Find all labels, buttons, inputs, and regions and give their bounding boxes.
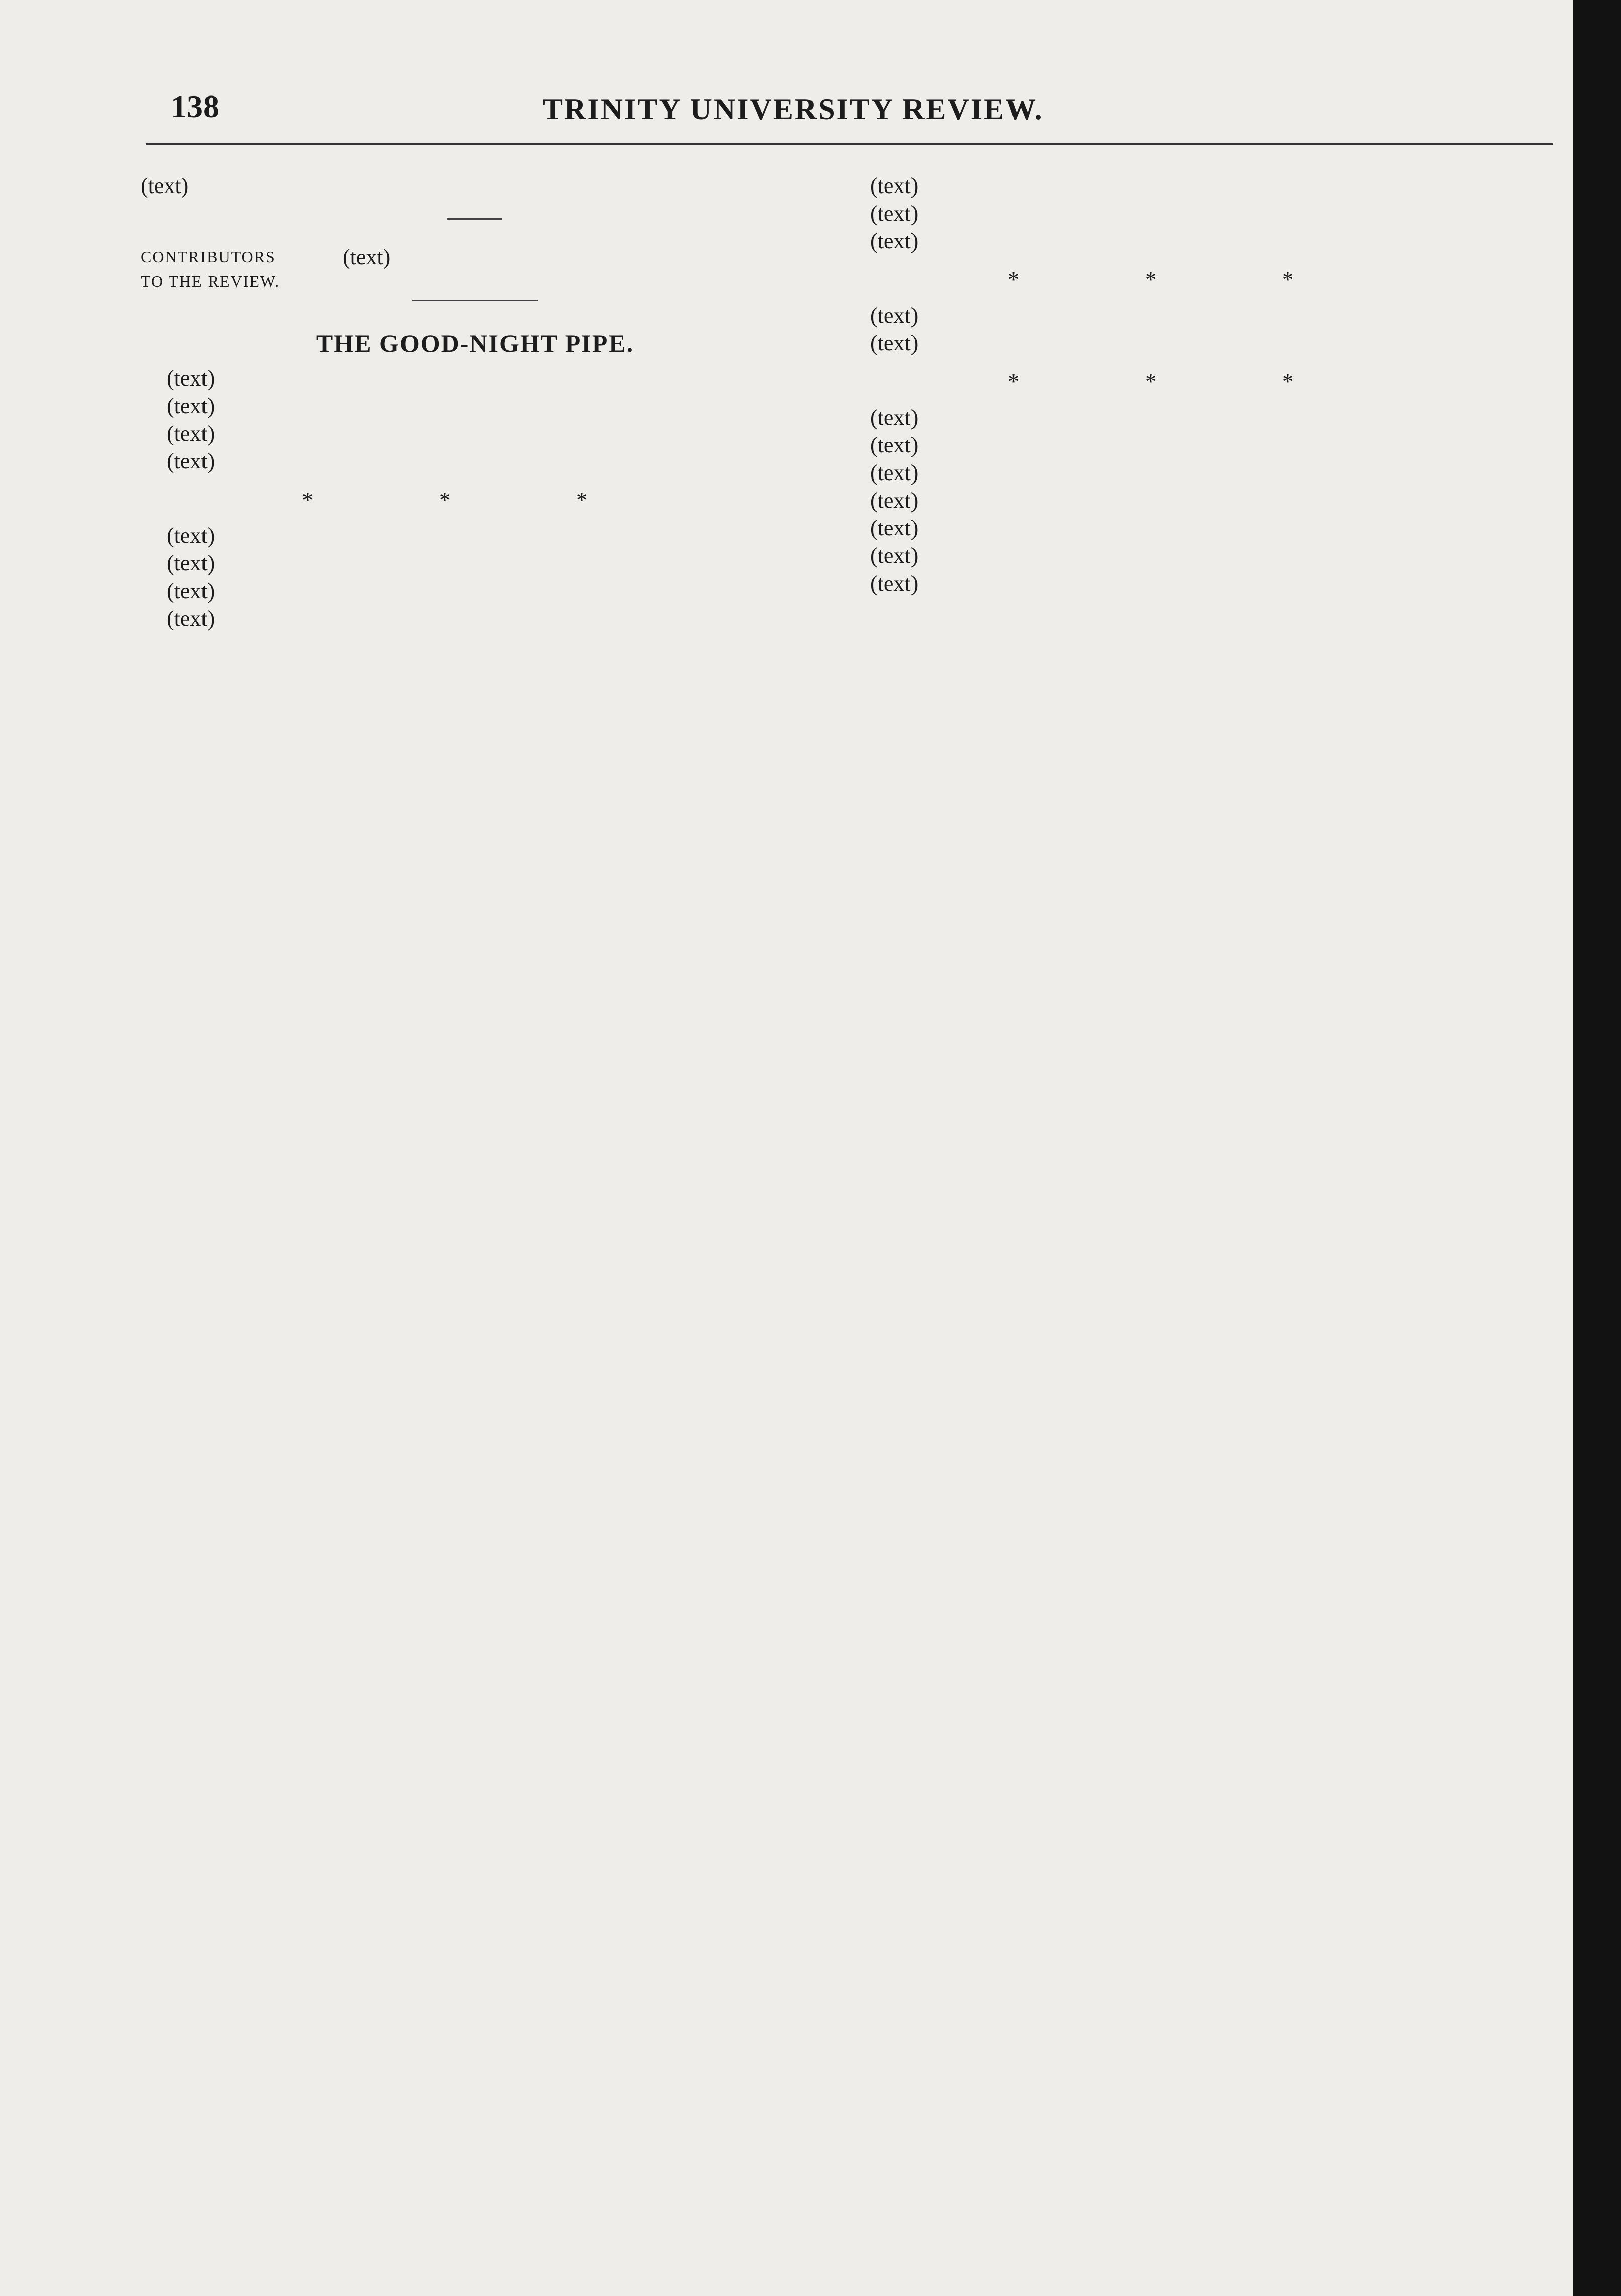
paragraph: (text) — [167, 551, 215, 576]
article-title: THE GOOD-NIGHT PIPE. — [316, 329, 634, 357]
paragraph: (text) — [167, 606, 215, 631]
contributors-notice — [141, 245, 809, 291]
left-column — [141, 173, 809, 634]
paragraph: (text) — [870, 229, 919, 253]
side-heading — [141, 245, 307, 294]
paragraph: (text) — [870, 488, 919, 513]
paragraph: (text) — [870, 433, 919, 457]
section-stars: * * * — [1008, 267, 1354, 292]
paragraph: (text) — [870, 173, 919, 198]
paragraph: (text) — [141, 173, 189, 198]
running-title: TRINITY UNIVERSITY REVIEW. — [543, 92, 1044, 126]
section-stars: * * * — [1008, 369, 1354, 394]
paragraph: (text) — [870, 201, 919, 226]
paragraph: (text) — [343, 245, 391, 269]
paragraph: (text) — [167, 523, 215, 548]
section-divider — [412, 300, 538, 301]
section-divider — [447, 218, 502, 220]
paragraph: (text) — [870, 303, 919, 328]
side-heading-line: TO THE REVIEW. — [141, 272, 280, 291]
page-number: 138 — [171, 88, 219, 124]
paragraph: (text) — [870, 460, 919, 485]
paragraph: (text) — [870, 331, 919, 355]
side-heading-line: CONTRIBUTORS — [141, 248, 276, 266]
paragraph: (text) — [870, 516, 919, 540]
scan-edge — [1573, 0, 1621, 2296]
paragraph: (text) — [167, 394, 215, 418]
paragraph: (text) — [167, 421, 215, 446]
paragraph: (text) — [870, 571, 919, 596]
paragraph: (text) — [167, 449, 215, 473]
paragraph: (text) — [167, 579, 215, 603]
page-header — [166, 83, 1563, 148]
section-stars: * * * — [302, 488, 648, 512]
paragraph: (text) — [870, 405, 919, 430]
header-rule — [146, 143, 1553, 145]
paragraph: (text) — [167, 366, 215, 391]
right-column — [844, 173, 1517, 599]
paragraph: (text) — [870, 543, 919, 568]
